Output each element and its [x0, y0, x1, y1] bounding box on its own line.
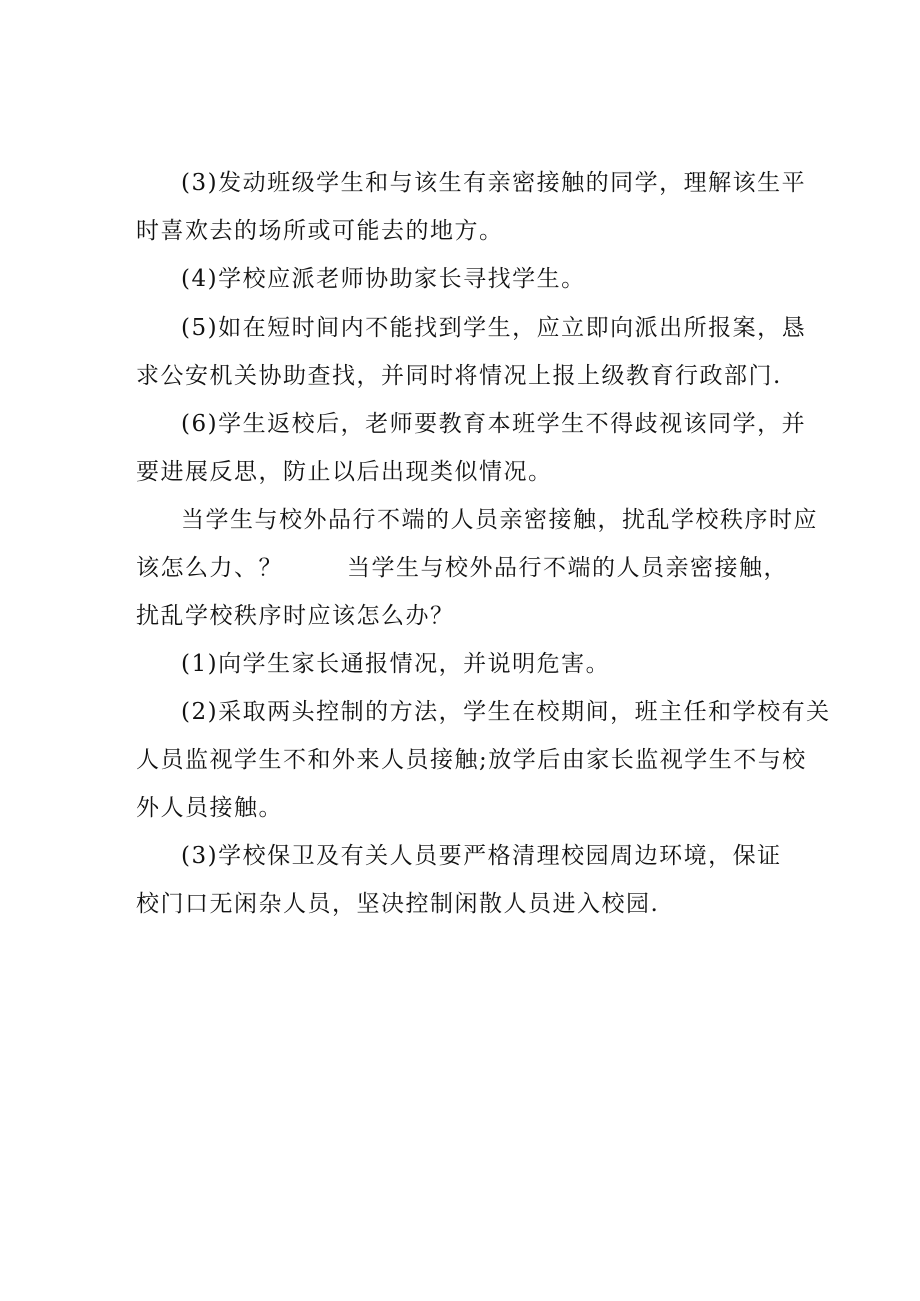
paragraph-4-line-1: (4)学校应派老师协助家长寻找学生。 — [181, 266, 586, 292]
paragraph-5-line-1: (5)如在短时间内不能找到学生，应立即向派出所报案，恳 — [181, 315, 807, 341]
question-line-3: 扰乱学校秩序时应该怎么办？ — [136, 603, 455, 629]
question-line-2-end: 当学生与校外品行不端的人员亲密接触， — [347, 555, 788, 581]
paragraph-3-line-1: (3)发动班级学生和与该生有亲密接触的同学，理解该生平 — [181, 170, 807, 196]
question-line-2-start: 该怎么力、？ — [136, 555, 283, 581]
answer-1-line-1: (1)向学生家长通报情况，并说明危害。 — [181, 651, 611, 677]
paragraph-6-line-2: 要进展反思，防止以后出现类似情况。 — [136, 459, 553, 485]
question-line-1: 当学生与校外品行不端的人员亲密接触，扰乱学校秩序时应 — [181, 507, 818, 533]
answer-2-line-1: (2)采取两头控制的方法，学生在校期间，班主任和学校有关 — [181, 699, 831, 725]
answer-3-line-1: (3)学校保卫及有关人员要严格清理校园周边环境，保证 — [181, 843, 782, 869]
answer-3-line-2: 校门口无闲杂人员，坚决控制闲散人员进入校园. — [136, 891, 660, 917]
question-line-2 — [136, 553, 788, 583]
paragraph-6-line-1: (6)学生返校后，老师要教育本班学生不得歧视该同学，并 — [181, 411, 807, 437]
paragraph-3-line-2: 时喜欢去的场所或可能去的地方。 — [136, 218, 504, 244]
paragraph-5-line-2: 求公安机关协助查找，并同时将情况上报上级教育行政部门. — [136, 363, 782, 389]
answer-2-line-3: 外人员接触。 — [136, 795, 283, 821]
answer-2-line-2: 人员监视学生不和外来人员接触;放学后由家长监视学生不与校 — [136, 747, 807, 773]
